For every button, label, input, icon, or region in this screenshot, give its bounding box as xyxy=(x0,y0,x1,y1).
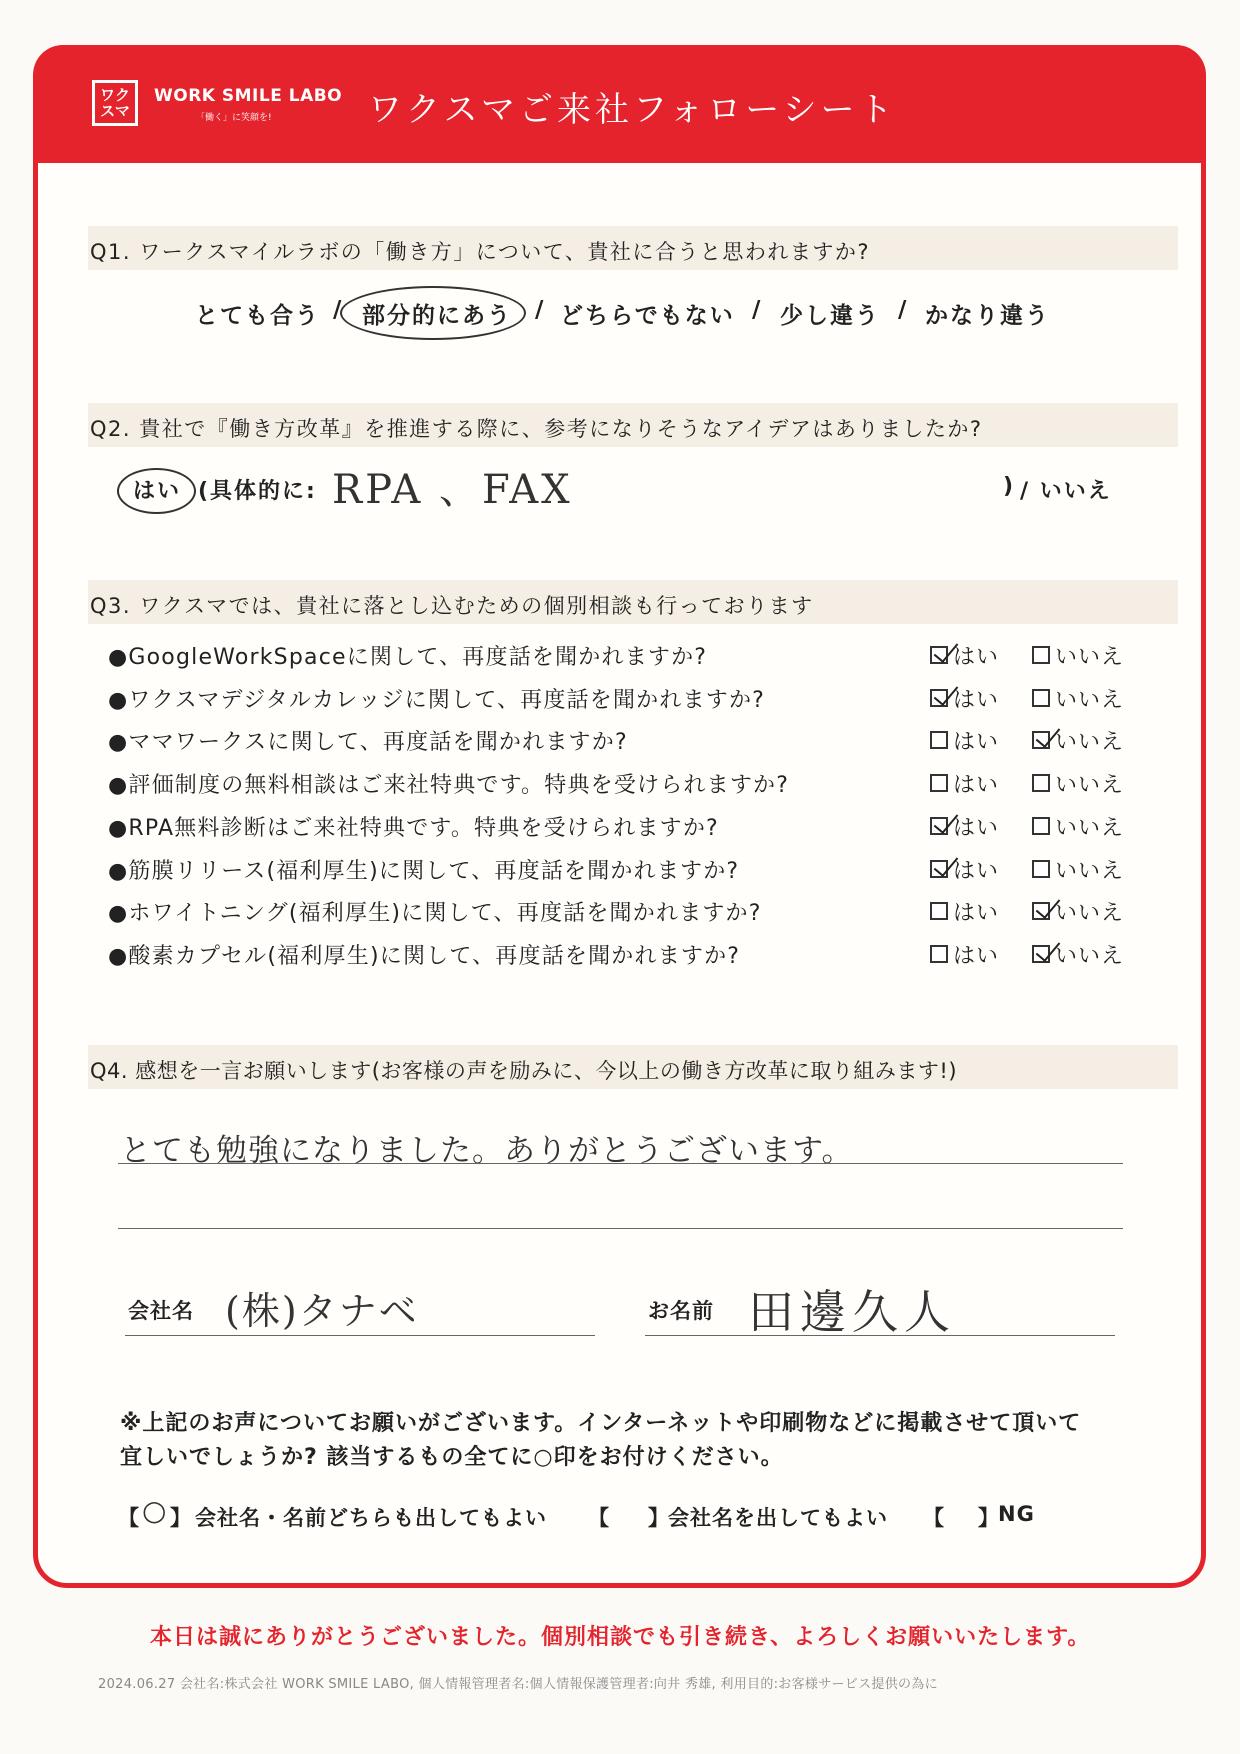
no-label: いいえ xyxy=(1055,901,1125,926)
no-label: いいえ xyxy=(1055,944,1125,969)
bracket-open: 【 xyxy=(923,1506,945,1530)
q1-separator: / xyxy=(535,297,546,323)
yes-checkbox[interactable] xyxy=(930,774,948,792)
bracket-close: 】 xyxy=(978,1506,1000,1530)
yes-label: はい xyxy=(953,816,1000,841)
answer-line-2 xyxy=(118,1228,1123,1229)
yes-checkbox[interactable] xyxy=(930,945,948,963)
no-label: いいえ xyxy=(1055,859,1125,884)
company-label: 会社名 xyxy=(128,1299,194,1323)
permission-handwritten-mark[interactable]: ○ xyxy=(142,1494,167,1527)
footer-meta: 2024.06.27 会社名:株式会社 WORK SMILE LABO, 個人情報管理者名:個人情報保護管理者:向井 秀雄, 利用目的:お客様サービス提供の為に xyxy=(98,1677,938,1692)
q2-specific-label: (具体的に: xyxy=(198,479,317,504)
q1-question: Q1. ワークスマイルラボの「働き方」について、貴社に合うと思われますか? xyxy=(90,240,870,264)
yes-label: はい xyxy=(953,944,1000,969)
q1-option-1[interactable]: とても合う xyxy=(195,303,320,329)
bracket-open: 【 xyxy=(118,1506,140,1530)
q2-close-paren: ) xyxy=(1003,474,1016,499)
q3-item-text: ●GoogleWorkSpaceに関して、再度話を聞かれますか? xyxy=(108,645,708,670)
q3-item-text: ●評価制度の無料相談はご来社特典です。特典を受けられますか? xyxy=(108,773,790,798)
permission-note-1: ※上記のお声についてお願いがございます。インターネットや印刷物などに掲載させて頂いて xyxy=(120,1411,1082,1436)
yes-label: はい xyxy=(953,773,1000,798)
company-line xyxy=(125,1335,595,1336)
answer-line-1 xyxy=(118,1163,1123,1164)
bracket-close: 】 xyxy=(170,1506,192,1530)
q1-option-3[interactable]: どちらでもない xyxy=(560,303,735,329)
permission-option-both[interactable]: 会社名・名前どちらも出してもよい xyxy=(195,1506,547,1530)
q1-separator: / xyxy=(333,297,344,323)
q4-question: Q4. 感想を一言お願いします(お客様の声を励みに、今以上の働き方改革に取り組みます!) xyxy=(90,1059,958,1083)
yes-label: はい xyxy=(953,901,1000,926)
q2-yes[interactable]: はい xyxy=(133,479,182,504)
q1-separator: / xyxy=(898,297,909,323)
q1-option-4[interactable]: 少し違う xyxy=(780,303,880,329)
sheet-title: ワクスマご来社フォローシート xyxy=(368,90,897,130)
permission-option-ng[interactable]: NG xyxy=(998,1502,1035,1526)
q3-item-text: ●筋膜リリース(福利厚生)に関して、再度話を聞かれますか? xyxy=(108,859,740,884)
no-label: いいえ xyxy=(1055,688,1125,713)
yes-label: はい xyxy=(953,859,1000,884)
permission-option-company[interactable]: 会社名を出してもよい xyxy=(668,1506,888,1530)
no-label: いいえ xyxy=(1055,773,1125,798)
q2-no[interactable]: / いいえ xyxy=(1020,479,1112,504)
yes-label: はい xyxy=(953,730,1000,755)
brand-tagline: 「働く」に笑顔を! xyxy=(196,113,272,123)
q3-item-text: ●ワクスマデジタルカレッジに関して、再度話を聞かれますか? xyxy=(108,688,766,713)
no-checkbox[interactable] xyxy=(1032,646,1050,664)
no-checkbox[interactable] xyxy=(1032,774,1050,792)
no-checkbox[interactable] xyxy=(1032,689,1050,707)
q4-handwritten-answer[interactable]: とても勉強になりました。ありがとうございます。 xyxy=(120,1133,854,1169)
no-checkbox[interactable] xyxy=(1032,860,1050,878)
q3-item-text: ●ホワイトニング(福利厚生)に関して、再度話を聞かれますか? xyxy=(108,901,762,926)
no-checkbox[interactable] xyxy=(1032,817,1050,835)
logo-mark xyxy=(92,80,138,126)
bracket-close: 】 xyxy=(648,1506,670,1530)
q1-option-5[interactable]: かなり違う xyxy=(925,303,1050,329)
thanks-message: 本日は誠にありがとうございました。個別相談でも引き続き、よろしくお願いいたします。 xyxy=(150,1625,1091,1650)
permission-note-2: 宜しいでしょうか? 該当するもの全てに○印をお付けください。 xyxy=(120,1445,784,1470)
no-label: いいえ xyxy=(1055,645,1125,670)
q3-item-text: ●ママワークスに関して、再度話を聞かれますか? xyxy=(108,730,628,755)
q1-option-2[interactable]: 部分的にあう xyxy=(362,303,512,329)
q1-separator: / xyxy=(752,297,763,323)
brand-name: WORK SMILE LABO xyxy=(154,86,343,106)
q3-item-text: ●RPA無料診断はご来社特典です。特典を受けられますか? xyxy=(108,816,719,841)
no-label: いいえ xyxy=(1055,816,1125,841)
q2-handwritten-answer[interactable]: RPA 、FAX xyxy=(332,467,573,513)
bracket-open: 【 xyxy=(588,1506,610,1530)
logo-mark-text: ワク スマ xyxy=(99,86,130,120)
yes-checkbox[interactable] xyxy=(930,731,948,749)
name-handwritten-value[interactable]: 田邊久人 xyxy=(748,1285,956,1339)
q3-question: Q3. ワクスマでは、貴社に落とし込むための個別相談も行っております xyxy=(90,594,814,618)
no-label: いいえ xyxy=(1055,730,1125,755)
yes-checkbox[interactable] xyxy=(930,902,948,920)
name-line xyxy=(645,1335,1115,1336)
q2-question: Q2. 貴社で『働き方改革』を推進する際に、参考になりそうなアイデアはありましたか? xyxy=(90,417,983,441)
name-label: お名前 xyxy=(648,1299,714,1323)
yes-label: はい xyxy=(953,688,1000,713)
q3-item-text: ●酸素カプセル(福利厚生)に関して、再度話を聞かれますか? xyxy=(108,944,741,969)
company-handwritten-value[interactable]: (株)タナベ xyxy=(225,1289,419,1333)
yes-label: はい xyxy=(953,645,1000,670)
